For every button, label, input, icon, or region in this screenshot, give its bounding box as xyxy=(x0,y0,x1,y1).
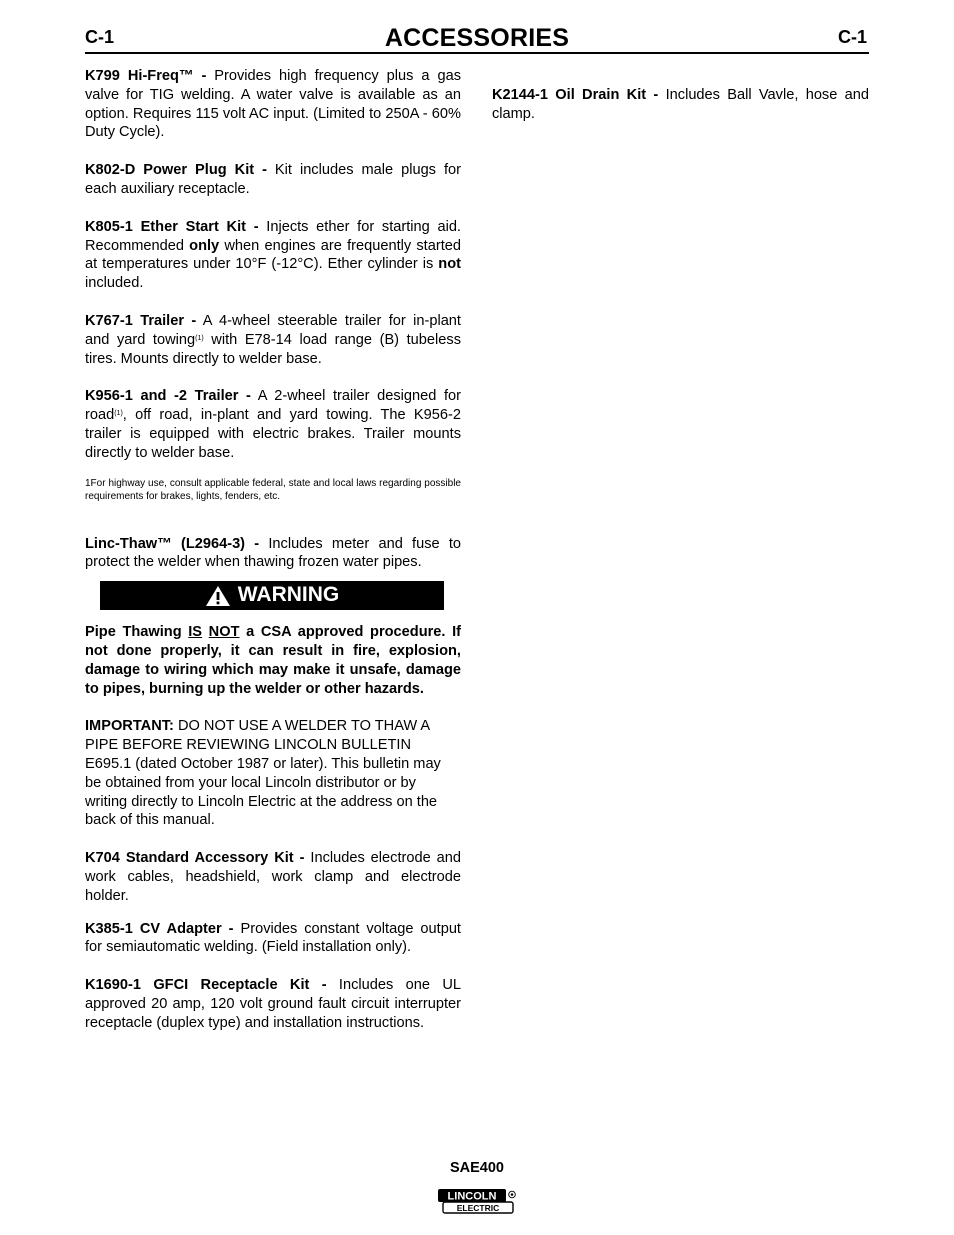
item-label: K385-1 CV Adapter - xyxy=(85,920,234,937)
item-label: K802-D Power Plug Kit - xyxy=(85,162,267,179)
item-label: K704 Standard Accessory Kit - xyxy=(85,850,305,867)
item-label: K956-1 and -2 Trailer - xyxy=(85,388,251,405)
item-label: Linc-Thaw™ (L2964-3) - xyxy=(85,535,260,552)
emphasis: only xyxy=(189,237,220,254)
page-title: ACCESSORIES xyxy=(384,24,570,52)
item-k704 xyxy=(85,849,461,905)
important-text: DO NOT USE A WELDER TO THAW A PIPE BEFORE REVIEWING LINCOLN BULLETIN E695.1 (dated October 1987 or later). This bulletin may be obtained from your local Lincoln distributor or by writing directly to Lincoln Electric at the address on the back of this manual. xyxy=(85,718,441,829)
item-text: Provides constant voltage output for semiautomatic welding. (Field installation only). xyxy=(85,920,461,956)
important-notice xyxy=(85,717,461,830)
page-number-right: C-1 xyxy=(838,27,868,47)
item-label: K799 Hi-Freq™ - xyxy=(85,68,207,84)
item-k1690 xyxy=(85,976,461,1032)
item-k767: K767-1 Trailer - A 4-wheel steerable trailer for in-plant and yard towing$^{(1)}$ with E78-14 load range (B) tubeless tires. Mounts directly to welder base. xyxy=(85,312,461,367)
left-column xyxy=(85,67,461,1032)
footnote-ref: (1) xyxy=(195,334,204,342)
right-column xyxy=(492,86,869,124)
footnote-ref: (1) xyxy=(114,410,123,418)
item-label: K767-1 Trailer - xyxy=(85,312,197,329)
item-k802 xyxy=(85,161,461,199)
page-number-left: C-1 xyxy=(85,27,115,47)
item-text: Includes one UL approved 20 amp, 120 volt ground fault circuit interrupter receptacle (duplex type) and installation instructions. xyxy=(85,977,461,1031)
item-lincthaw xyxy=(85,535,461,573)
model-number: SAE400 xyxy=(449,1160,504,1176)
underlined-word: NOT xyxy=(208,624,240,641)
item-k956: K956-1 and -2 Trailer - A 2-wheel trailer designed for road$^{(1)}$, off road, in-plant and yard towing. The K956-2 trailer is equipped with electric brakes. Trailer mounts directly to welder base. xyxy=(85,388,461,461)
item-label: K805-1 Ether Start Kit - xyxy=(85,218,259,235)
item-text: Includes electrode and work cables, headshield, work clamp and electrode holder. xyxy=(85,850,461,904)
warning-title: WARNING xyxy=(237,583,340,607)
item-k2144 xyxy=(492,86,869,124)
item-label: K2144-1 Oil Drain Kit - xyxy=(492,87,659,103)
emphasis: not xyxy=(438,256,461,273)
item-text: Includes meter and fuse to protect the welder when thawing frozen water pipes. xyxy=(85,535,462,571)
item-text: Kit includes male plugs for each auxiliary receptacle. xyxy=(85,162,461,197)
lincoln-electric-logo xyxy=(437,1188,517,1215)
item-k385 xyxy=(85,920,461,958)
logo-top-text: LINCOLN xyxy=(447,1190,497,1203)
item-label: K1690-1 GFCI Receptacle Kit - xyxy=(85,977,327,994)
item-text: Includes Ball Vavle, hose and clamp. xyxy=(492,87,869,122)
item-text: Provides high frequency plus a gas valve for TIG welding. A water valve is available as an option. Requires 115 volt AC input. (Limited to 250A - 60% Duty Cycle). xyxy=(85,68,461,141)
warning-triangle-icon xyxy=(205,585,231,607)
item-k805: K805-1 Ether Start Kit - Injects ether for starting aid. Recommended only when engines are frequently started at temperatures under 10°F (-12°C). Ether cylinder is not included. xyxy=(85,218,461,292)
item-k799 xyxy=(85,67,461,142)
registered-mark-icon xyxy=(509,1191,516,1198)
footnote: 1For highway use, consult applicable federal, state and local laws regarding possible requirements for brakes, lights, fenders, etc. xyxy=(85,477,461,502)
underlined-word: IS xyxy=(188,624,203,641)
logo-bottom-text: ELECTRIC xyxy=(456,1203,500,1213)
header-rule xyxy=(85,52,869,54)
important-label: IMPORTANT: xyxy=(85,718,174,735)
warning-text: Pipe Thawing IS NOT a CSA approved procedure. If not done properly, it can result in fire, explosion, damage to wiring which may make it unsafe, damage to pipes, burning up the welder or other hazards. xyxy=(85,624,461,697)
warning-banner xyxy=(100,581,444,610)
